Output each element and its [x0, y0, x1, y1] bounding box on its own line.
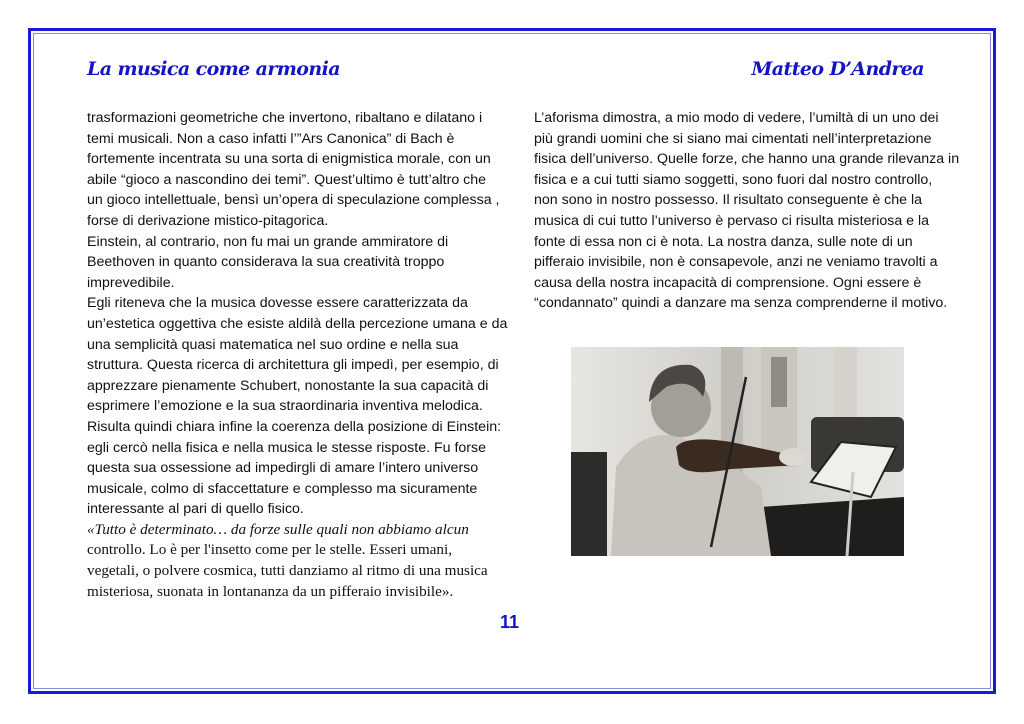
text-line: fisica dell’universo. Quelle forze, che hanno una grande rilevanza in [534, 151, 960, 168]
text-line: musica di cui tutto l’universo è pervaso ci risulta misteriosa e la [534, 212, 930, 229]
photo-illustration [571, 347, 904, 556]
quote-line: controllo. Lo è per l'insetto come per le stelle. Esseri umani, [87, 541, 453, 559]
text-line: non sono in nostro possesso. Il risultato conseguente è che la [534, 192, 923, 209]
text-line: un gioco intellettuale, bensì un’opera di speculazione complessa , [87, 192, 500, 209]
text-line: questa sua ossessione ad impedirgli di amare l’intero universo [87, 460, 479, 477]
text-line: più grandi uomini che si siano mai cimentati nell’interpretazione [534, 130, 932, 147]
right-column [534, 108, 960, 314]
text-line: forse di derivazione mistico-pitagorica. [87, 212, 329, 229]
page-title: La musica come armonia [87, 58, 340, 80]
quote-line: misteriosa, suonata in lontananza da un pifferaio invisibile». [87, 582, 454, 600]
text-line: abile “gioco a nascondino dei temi”. Quest’ultimo è tutt’altro che [87, 171, 487, 188]
page-number: 11 [500, 612, 520, 632]
text-line: apprezzare pienamente Schubert, nonostante la sua capacità di [87, 377, 489, 394]
text-line: causa della nostra incapacità di comprensione. Ogni essere è [534, 274, 922, 291]
einstein-violin-photo [571, 347, 904, 556]
text-line: “condannato” quindi a danzare ma senza comprenderne il motivo. [534, 295, 948, 312]
text-line: esprimere l’emozione e la sua straordinaria inventiva melodica. [87, 398, 483, 415]
text-line: Beethoven in quanto considerava la sua creatività troppo [87, 254, 445, 271]
text-line: temi musicali. Non a caso infatti l’”Ars Canonica” di Bach è [87, 130, 455, 147]
text-line: fisica e a cui tutti siamo soggetti, sono fuori dal nostro controllo, [534, 171, 933, 188]
text-line: L’aforisma dimostra, a mio modo di vedere, l’umiltà di un uno dei [534, 110, 939, 126]
text-line: Egli riteneva che la musica dovesse essere caratterizzata da [87, 295, 468, 312]
author-name: Matteo D’Andrea [751, 58, 924, 80]
text-line: una semplicità quasi matematica nel suo ordine e nella sua [87, 336, 459, 353]
text-line: trasformazioni geometriche che invertono, ribaltano e dilatano i [87, 110, 483, 126]
text-line: Einstein, al contrario, non fu mai un grande ammiratore di [87, 233, 449, 250]
text-line: interessante al pari di quello fisico. [87, 501, 304, 518]
left-column [87, 108, 508, 602]
text-line: Risulta quindi chiara infine la coerenza della posizione di Einstein: [87, 418, 502, 435]
text-line: pifferaio invisibile, non è consapevole, anzi ne veniamo travolti a [534, 254, 938, 271]
quote-line: vegetali, o polvere cosmica, tutti danziamo al ritmo di una musica [87, 562, 488, 580]
text-line: fonte di essa non ci è nota. La nostra danza, sulle note di un [534, 233, 913, 250]
text-line: egli cercò nella fisica e nella musica le stesse risposte. Fu forse [87, 439, 487, 456]
text-line: un’estetica oggettiva che esiste aldilà della percezione umana e da [87, 315, 508, 332]
text-line: imprevedibile. [87, 274, 175, 291]
text-line: musicale, colmo di sfaccettature e complesso ma sicuramente [87, 480, 478, 497]
quote-line: «Tutto è determinato… da forze sulle quali non abbiamo alcun [87, 520, 469, 538]
text-line: fortemente incentrata su una sorta di enigmistica morale, con un [87, 151, 491, 168]
text-line: struttura. Questa ricerca di architettura gli impedì, per esempio, di [87, 357, 499, 374]
